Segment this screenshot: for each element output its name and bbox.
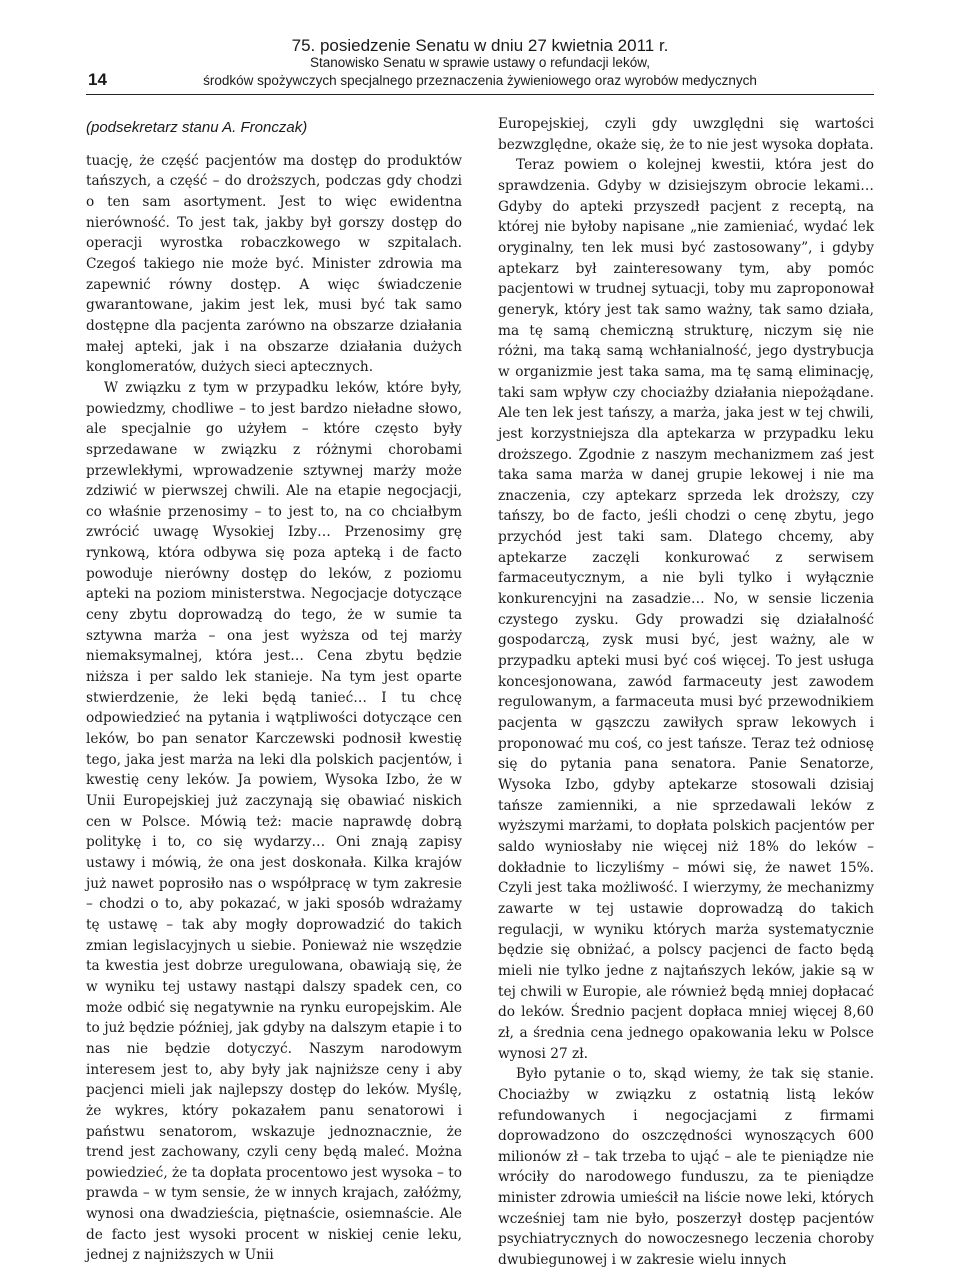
left-column xyxy=(86,114,462,1266)
right-column xyxy=(498,114,874,1271)
paragraph: Europejskiej, czyli gdy uwzględni się wartości bezwzględne, okaże się, że to nie jest wysoka dopłata. xyxy=(498,116,874,153)
document-subtitle: Stanowisko Senatu w sprawie ustawy o refundacji leków, xyxy=(310,55,650,70)
page-number: 14 xyxy=(88,70,107,89)
document-subtitle-continued: środków spożywczych specjalnego przeznaczenia żywieniowego oraz wyrobów medycznych xyxy=(203,73,757,88)
paragraph: Teraz powiem o kolejnej kwestii, która jest do sprawdzenia. Gdyby w dzisiejszym obrocie lekami… Gdyby do apteki przyszedł pacjent z receptą, na której nie byłoby napisane „nie zamieniać, wydać lek oryginalny, ten lek musi być zastosowany”, i gdyby aptekarz był zainteresowany tym, aby pomóc pacjentowi w trudnej sytuacji, toby mu zaproponował generyk, który jest tak samo ważny, tak samo działa, ma tę samą chemiczną strukturę, niczym się nie różni, ma taką samą wchłanialność, jego dystrybucja w organizmie jest taka sama, ma tę samą eliminację, taki sam wpływ czy chociażby działania niepożądane. Ale ten lek jest tańszy, a marża, jaka jest w tej chwili, jest korzystniejsza dla aptekarza w przypadku leku droższego. Zgodnie z naszym mechanizmem zaś jest taka sama marża w danej grupie lekowej i nie ma znaczenia, czy aptekarz sprzeda lek droższy, czy tańszy, bo de facto, jeśli chodzi o cenę zbytu, jego przychód jest taki sam. Dlatego chcemy, aby aptekarze zaczęli konkurować z serwisem farmaceutycznym, a nie byli tylko i wyłącznie konkurencyjni na zasadzie… No, w sensie liczenia czystego zysku. Gdy prowadzi się działalność gospodarczą, zysk musi być, jest ważny, ale w przypadku apteki musi być coś więcej. To jest usługa koncesjonowana, zawód farmaceuty jest zawodem regulowanym, a farmaceuta musi być przewodnikiem pacjenta w gąszczu zawiłych spraw lekowych i proponować mu coś, co jest tańsze. Teraz też odniosę się do pytania pana senatora. Panie Senatorze, Wysoka Izbo, gdyby aptekarze stosowali dzisiaj tańsze zamienniki, a nie sprzedawali leków z wyższymi marżami, to dopłata polskich pacjentów per saldo wyniosłaby nie więcej niż 18% do leków – dokładnie to liczyliśmy – mówi się, że nawet 15%. Czyli jest taka możliwość. I wierzymy, że mechanizmy zawarte w tej ustawie doprowadzą do takich regulacji, w wyniku których marża systematycznie będzie się obniżać, a polscy pacjenci de facto będą mieli nie tylko jedne z najtańszych leków, jakie są w tej chwili w Europie, ale również będą mniej dopłacać do leków. Średnio pacjent dopłaca mniej więcej 8,60 zł, a średnia cena jednego opakowania leku w Polsce wynosi 27 zł. xyxy=(498,157,874,1062)
header-divider xyxy=(86,94,874,95)
paragraph: W związku z tym w przypadku leków, które były, powiedzmy, chodliwe – to jest bardzo nieładne słowo, ale specjalnie go użyłem – które często były sprzedawane w związku z różnymi chorobami przewlekłymi, wprowadzenie sztywnej marży może zdziwić w pierwszej chwili. Ale na etapie negocjacji, co właśnie przenosimy – to jest to, na co chciałbym zwrócić uwagę Wysokiej Izby… Przenosimy grę rynkową, która odbywa się poza apteką i de facto powoduje nierówny dostęp do leków, z poziomu apteki na poziom ministerstwa. Negocjacje dotyczące ceny zbytu doprowadzą do tego, że w sumie ta sztywna marża – ona jest wyższa od tej marży niemaksymalnej, która jest… Cena zbytu będzie niższa i per saldo lek stanieje. Na tym jest oparte stwierdzenie, że leki będą tanieć… I tu chcę odpowiedzieć na pytania i wątpliwości dotyczące cen leków, bo pan senator Karczewski podnosił kwestię tego, jaka jest marża na leki dla polskich pacjentów, i kwestię ceny leków. Ja powiem, Wysoka Izbo, że w Unii Europejskiej już zaczynają się obawiać niskich cen w Polsce. Mówią też: macie naprawdę dobrą politykę i to, co się wydarzy… Oni znają zapisy ustawy i mówią, że ona jest doskonała. Kilka krajów już nawet poprosiło nas o współpracę w tym zakresie – chodzi o to, aby pokazać, w jaki sposób wdrażamy tę ustawę – tak aby mogły doprowadzić do takich zmian legislacyjnych u siebie. Ponieważ nie wszędzie ta kwestia jest dobrze uregulowana, obawiają się, że w wyniku tej ustawy nastąpi dalszy spadek cen, co może odbić się negatywnie na rynku europejskim. Ale to już będzie później, jak gdyby na dalszym etapie i to nas nie będzie dotyczyć. Naszym narodowym interesem jest to, aby były jak najniższe ceny i aby pacjenci mieli jak najlepszy dostęp do leków. Myślę, że wykres, który pokazałem panu senatorowi i państwu senatorom, wskazuje jednoznacznie, że trend jest zachowany, czyli ceny będą maleć. Można powiedzieć, że ta dopłata procentowo jest wysoka – to prawda – w tym sensie, że w innych krajach, załóżmy, wynosi ona dwadzieścia, piętnaście, osiemnaście. Ale de facto jest wysoki procent w niskiej cenie leku, jednej z najniższych w Unii xyxy=(86,379,462,1264)
paragraph: tuację, że część pacjentów ma dostęp do produktów tańszych, a część – do droższych, podczas gdy chodzi o ten sam asortyment. Jest to więc ewidentna nierówność. To jest tak, jakby był gorszy dostęp do operacji wyrostka robaczkowego w szpitalach. Czegoś takiego nie może być. Minister zdrowia ma zapewnić równy dostęp. A więc świadczenie gwarantowane, jakim jest lek, musi być tak samo dostępne dla pacjenta zarówno na obszarze działania małej apteki, jak i na obszarze działania dużych konglomeratów, dużych sieci aptecznych. xyxy=(86,152,462,376)
page-header xyxy=(0,0,960,96)
session-title: 75. posiedzenie Senatu w dniu 27 kwietnia 2011 r. xyxy=(291,36,669,55)
paragraph: Było pytanie o to, skąd wiemy, że tak się stanie. Chociażby w związku z ostatnią listą leków refundowanych i negocjacjami z firmami doprowadzono do oszczędności wynoszących 600 milionów zł – tak trzeba to ująć – ale te pieniądze nie wróciły do narodowego funduszu, za te pieniądze minister zdrowia umieścił na liście nowe leki, których wcześniej tam nie było, poszerzył dostęp pacjentów psychiatrycznych do nowoczesnego leczenia choroby dwubiegunowej i w zakresie wielu innych xyxy=(498,1066,874,1269)
speaker-label: (podsekretarz stanu A. Fronczak) xyxy=(86,119,308,136)
